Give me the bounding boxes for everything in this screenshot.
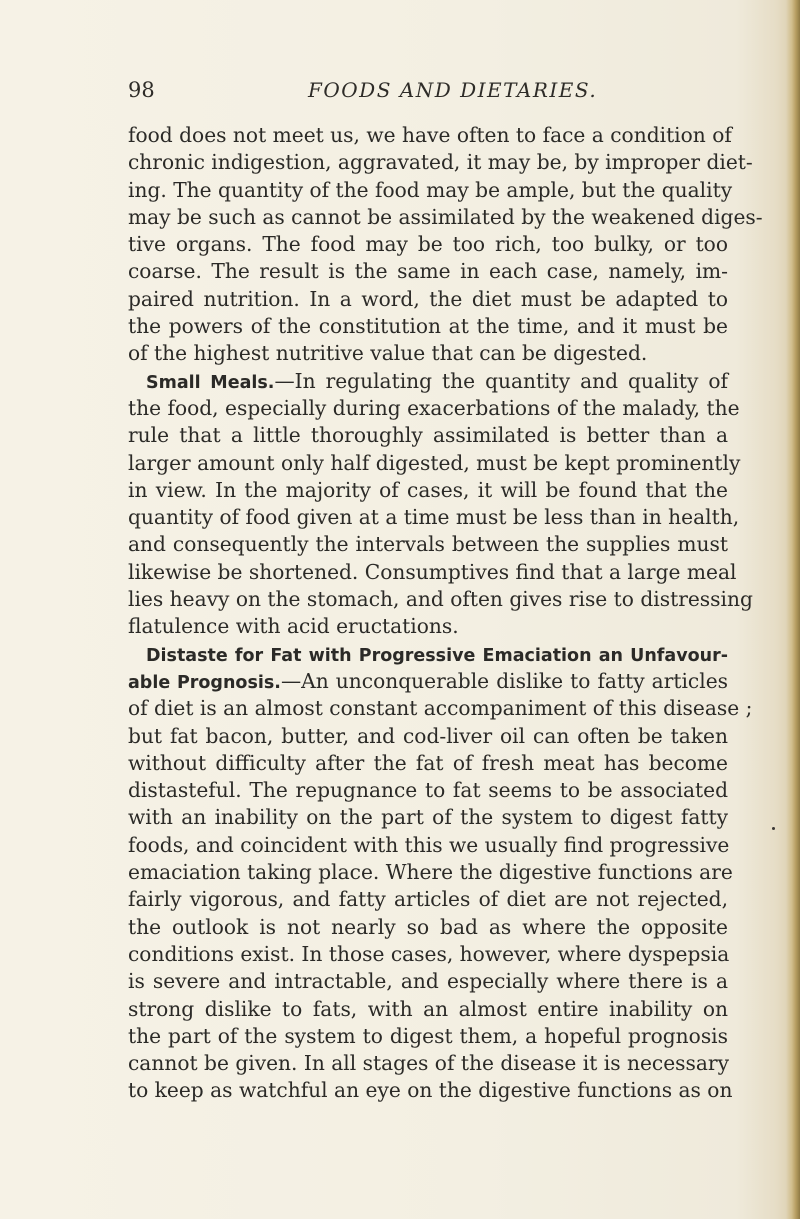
text-line: the outlook is not nearly so bad as where the opposite [128, 914, 728, 939]
page-edge [786, 0, 800, 1219]
section-heading-distaste-for-fat: Distaste for Fat with Progressive Emaciation an Unfavour- [146, 645, 728, 666]
text-line: of diet is an almost constant accompaniment of this disease ; [128, 696, 753, 721]
text-line: likewise be shortened. Consumptives find that a large meal [128, 559, 737, 584]
text-line: paired nutrition. In a word, the diet must be adapted to [128, 286, 728, 311]
text-line: foods, and coincident with this we usually find progressive [128, 832, 730, 857]
text-line: strong dislike to fats, with an almost entire inability on [128, 996, 728, 1021]
section-heading-small-meals: Small Meals. [146, 372, 275, 393]
text-line: but fat bacon, butter, and cod-liver oil can often be taken [128, 723, 728, 748]
text-line: conditions exist. In those cases, however, where dyspepsia [128, 941, 730, 966]
text-line: is severe and intractable, and especially where there is a [128, 969, 728, 994]
text-line: and consequently the intervals between the supplies must [128, 532, 728, 557]
section-first-line [128, 368, 728, 395]
running-head: FOODS AND DIETARIES. [308, 78, 598, 102]
page-header [128, 78, 628, 108]
text-line: emaciation taking place. Where the digestive functions are [128, 860, 733, 885]
text-fragment: —An unconquerable dislike to fatty articles [280, 668, 729, 693]
body-text [128, 122, 763, 1105]
text-line: without difficulty after the fat of fresh meat has become [128, 750, 728, 775]
text-line: distasteful. The repugnance to fat seems to be associated [128, 778, 728, 803]
text-line: larger amount only half digested, must be kept prominently [128, 450, 741, 475]
ink-speck [772, 827, 775, 830]
section-heading-continued: able Prognosis. [128, 672, 281, 693]
text-line: the food, especially during exacerbations of the malady, the [128, 395, 740, 420]
text-line: fairly vigorous, and fatty articles of diet are not rejected, [128, 887, 728, 912]
text-line: the part of the system to digest them, a hopeful prognosis [128, 1023, 728, 1048]
text-fragment: —In regulating the quantity and quality of [274, 368, 728, 393]
text-line: cannot be given. In all stages of the disease it is necessary [128, 1051, 729, 1076]
text-line: with an inability on the part of the system to digest fatty [128, 805, 728, 830]
text-line: chronic indigestion, aggravated, it may be, by improper diet- [128, 150, 753, 175]
text-line: may be such as cannot be assimilated by the weakened diges- [128, 204, 763, 229]
text-line: ing. The quantity of the food may be ample, but the quality [128, 177, 733, 202]
text-line: to keep as watchful an eye on the digestive functions as on [128, 1078, 733, 1103]
text-line: of the highest nutritive value that can be digested. [128, 341, 648, 366]
text-line: the powers of the constitution at the time, and it must be [128, 314, 728, 339]
text-line: flatulence with acid eructations. [128, 614, 459, 639]
text-line: food does not meet us, we have often to face a condition of [128, 123, 732, 147]
section-second-line [128, 668, 728, 695]
text-line: coarse. The result is the same in each case, namely, im- [128, 259, 728, 284]
text-line: in view. In the majority of cases, it will be found that the [128, 477, 728, 502]
section-heading-line [128, 641, 728, 668]
page-number: 98 [128, 78, 155, 102]
text-line: quantity of food given at a time must be less than in health, [128, 505, 740, 530]
text-line: rule that a little thoroughly assimilated is better than a [128, 423, 728, 448]
text-line: tive organs. The food may be too rich, too bulky, or too [128, 232, 728, 257]
text-line: lies heavy on the stomach, and often gives rise to distressing [128, 587, 753, 612]
